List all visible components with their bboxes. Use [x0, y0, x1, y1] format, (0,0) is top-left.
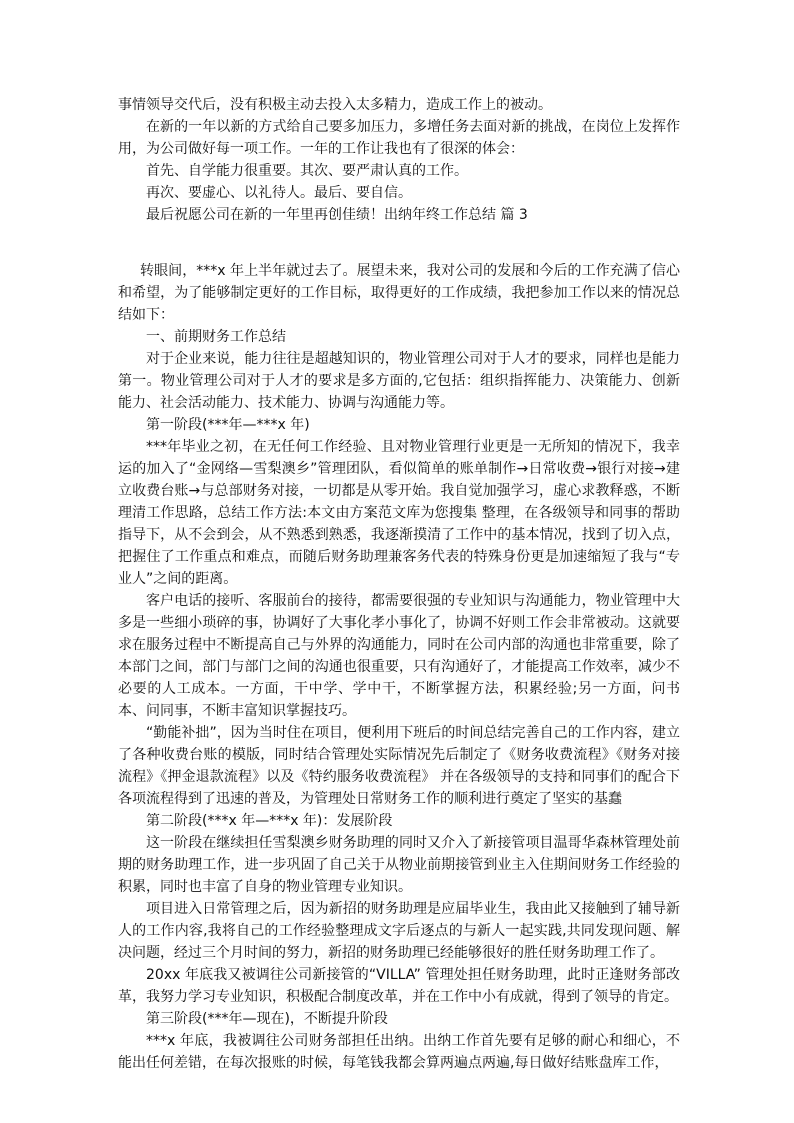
paragraph-intro: 转眼间，***x 年上半年就过去了。展望未来，我对公司的发展和今后的工作充满了信心和希望，为了能够制定更好的工作目标，取得更好的工作成绩，我把参加工作以来的情况总结如下：	[118, 263, 680, 323]
heading-early-finance: 一、前期财务工作总结	[146, 329, 286, 345]
paragraph-villa: 20xx 年底我又被调往公司新接管的“VILLA” 管理处担任财务助理，此时正逢财务部改革，我努力学习专业知识，积极配合制度改革，并在工作中小有成就，得到了领导的肯定。	[118, 967, 680, 1005]
paragraph-stage-2: 这一阶段在继续担任雪梨澳乡财务助理的同时又介入了新接管项目温哥华森林管理处前期的财务助理工作，进一步巩固了自己关于从物业前期接管到业主入住期间财务工作经验的积累，同时也丰富了自身的物业管理专业知识。	[118, 835, 680, 895]
section-spacer	[118, 226, 680, 260]
paragraph-lesson-2: 再次、要虚心、以礼待人。最后、要自信。	[146, 185, 412, 201]
paragraph-mentoring: 项目进入日常管理之后，因为新招的财务助理是应届毕业生，我由此又接触到了辅导新人的工作内容,我将自己的工作经验整理成文字后逐点的与新人一起实践,共同发现问题、解决问题，经过三个月时间的努力，新招的财务助理已经能够很好的胜任财务助理工作了。	[118, 901, 680, 961]
paragraph-lesson-1: 首先、自学能力很重要。其次、要严肃认真的工作。	[146, 163, 468, 179]
heading-stage-2: 第二阶段(***x 年—***x 年)：发展阶段	[146, 813, 393, 829]
paragraph-stage-1: ***年毕业之初，在无任何工作经验、且对物业管理行业更是一无所知的情况下，我幸运的加入了“金网络—雪梨澳乡”管理团队，看似简单的账单制作→日常收费→银行对接→建立收费台账→与总部财务对接，一切都是从零开始。我自觉加强学习，虚心求教释惑，不断理清工作思路，总结工作方法:本文由方案范文库为您搜集 整理，在各级领导和同事的帮助指导下，从不会到会，从不熟悉到熟悉，我逐渐摸清了工作中的基本情况，找到了切入点，把握住了工作重点和难点，而随后财务助理兼客务代表的特殊身份更是加速缩短了我与“专业人”之间的距离。	[118, 439, 680, 587]
paragraph-ability: 对于企业来说，能力往往是超越知识的，物业管理公司对于人才的要求，同样也是能力第一。物业管理公司对于人才的要求是多方面的,它包括：组织指挥能力、决策能力、创新能力、社会活动能力、技术能力、协调与沟通能力等。	[118, 351, 680, 411]
paragraph-cashier: ***x 年底，我被调往公司财务部担任出纳。出纳工作首先要有足够的耐心和细心，不能出任何差错，在每次报账的时候，每笔钱我都会算两遍点两遍,每日做好结账盘库工作，	[118, 1033, 680, 1071]
paragraph-new-year: 在新的一年以新的方式给自己要多加压力，多增任务去面对新的挑战，在岗位上发挥作用，为公司做好每一项工作。一年的工作让我也有了很深的体会：	[118, 119, 680, 157]
paragraph-diligence: “勤能补拙”，因为当时住在项目，便利用下班后的时间总结完善自己的工作内容，建立了各种收费台账的模版，同时结合管理处实际情况先后制定了《财务收费流程》《财务对接流程》《押金退款流程》以及《特约服务收费流程》 并在各级领导的支持和同事们的配合下各项流程得到了迅速的普及，为管理处日常财务工作的顺利进行奠定了坚实的基蠢	[118, 725, 680, 807]
section-heading-part-3: 最后祝愿公司在新的一年里再创佳绩！出纳年终工作总结 篇 3	[146, 207, 528, 223]
paragraph-continuation: 事情领导交代后，没有积极主动去投入太多精力，造成工作上的被动。	[118, 97, 552, 113]
document-page	[118, 94, 680, 1074]
paragraph-communication: 客户电话的接听、客服前台的接待，都需要很强的专业知识与沟通能力，物业管理中大多是一些细小琐碎的事，协调好了大事化孝小事化了，协调不好则工作会非常被动。这就要求在服务过程中不断提高自己与外界的沟通能力，同时在公司内部的沟通也非常重要，除了本部门之间，部门与部门之间的沟通也很重要，只有沟通好了，才能提高工作效率，减少不必要的人工成本。一方面，干中学、学中干，不断掌握方法，积累经验;另一方面，问书本、问同事，不断丰富知识掌握技巧。	[118, 593, 680, 719]
heading-stage-3: 第三阶段(***年—现在)，不断提升阶段	[146, 1011, 388, 1027]
heading-stage-1: 第一阶段(***年—***x 年)	[146, 417, 310, 433]
